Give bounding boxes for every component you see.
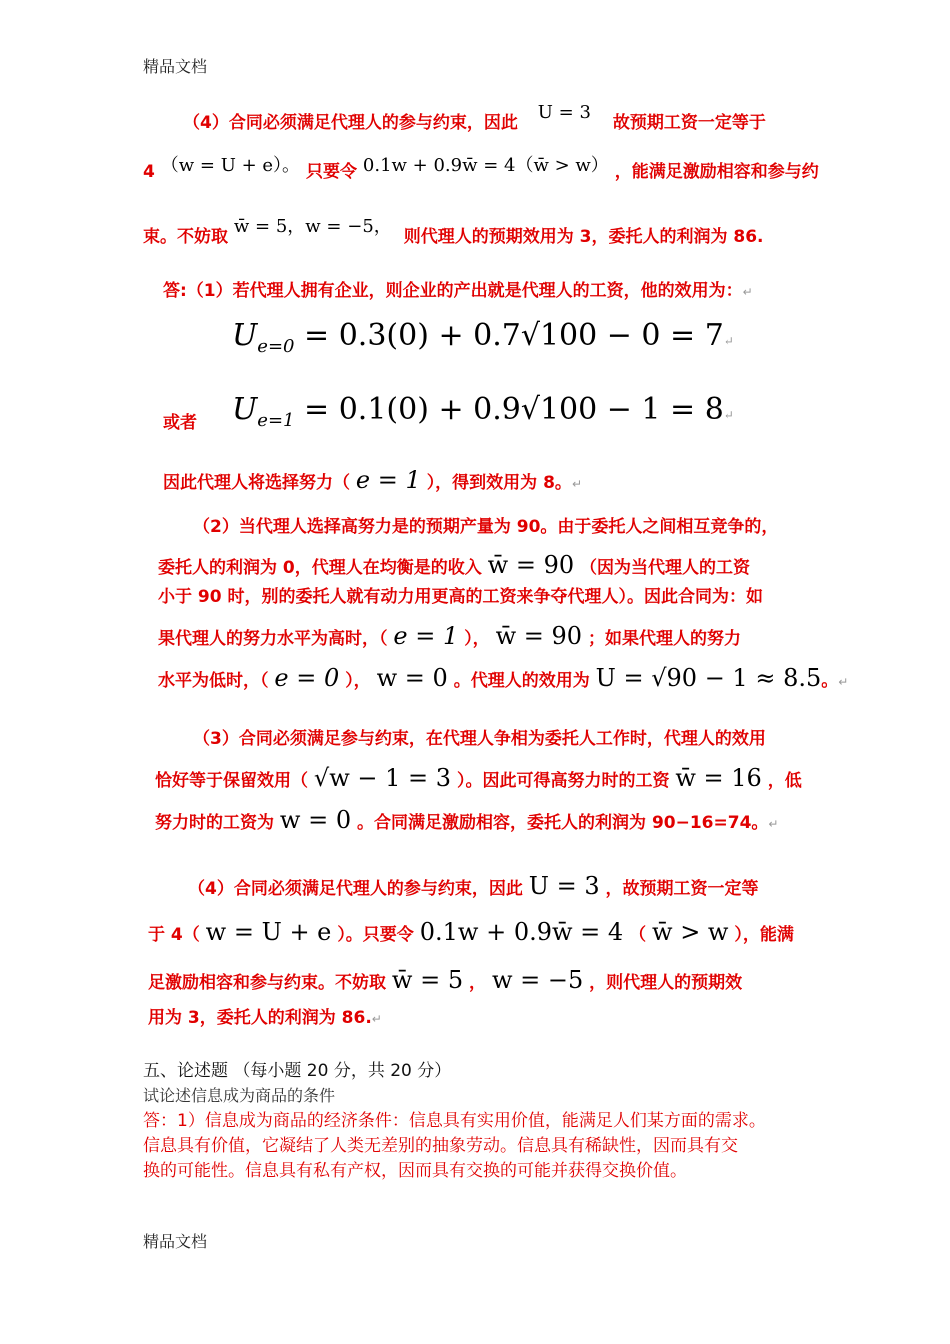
section5-answer-line1: 答：1）信息成为商品的经济条件：信息具有实用价值，能满足人们某方面的需求。 [143,1111,766,1131]
p4-l3-a: 足激励相容和参与约束。不妨取 [148,973,386,993]
p2-l4-b: ）， [464,629,490,649]
block1-eq-wue: （w = U + e）。 [160,155,301,176]
p4-l2-d: ），能满 [734,925,794,945]
block1-eq-expect: 0.1w + 0.9w̄ = 4（w̄ > w） [362,155,609,176]
p4-eq-w5: w̄ = 5 [391,966,464,994]
block1-line3-a: 束。不妨取 [143,227,228,247]
block1-line2-b: 只要令 [305,162,357,182]
p2-line2 [158,551,750,579]
block1-eq-choice: w̄ = 5，w = −5， [233,216,392,237]
p2-l5-b: ）， [345,671,371,691]
p2-l4-a: 果代理人的努力水平为高时，（ [158,629,388,649]
p4-eq-expect: 0.1w + 0.9w̄ = 4 [419,918,624,946]
equation-u-e0: $U_{e=0} = 0.3(0) + 0.7√100 - 0$ = 7↵ [232,318,734,357]
p4-l4-text: 用为 3，委托人的利润为 86. [148,1008,372,1028]
p3-line1: （3）合同必须满足参与约束，在代理人争相为委托人工作时，代理人的效用 [193,729,766,749]
block1-line3 [143,216,764,248]
p4-l1-b: ，故预期工资一定等 [605,879,759,899]
block1-line2-c: ，能满足激励相容和参与约 [614,162,819,182]
eq1-sub: e=0 [257,336,295,357]
choose-line: 因此代理人将选择努力（ e = 1 ），得到效用为 8。↵ [163,466,582,494]
block1-line2 [143,157,819,183]
block1-line3-b: 则代理人的预期效用为 3，委托人的利润为 86. [403,227,764,247]
eq1-rhs: = 0.3(0) + 0.7√100 − 0 = 7 [304,318,724,353]
p4-eq-wue: w = U + e [205,918,332,946]
p2-line4 [158,622,741,650]
choose-b: ），得到效用为 8。 [426,473,572,493]
p2-eq-w90: w̄ = 90 [487,551,575,579]
p4-eq-ineq: w̄ > w [652,918,729,946]
page-header: 精品文档 [143,57,208,76]
p2-l4-c: ；如果代理人的努力 [587,629,741,649]
p2-eq-w0: w = 0 [376,664,448,692]
p3-line3: 努力时的工资为 w = 0 。合同满足激励相容，委托人的利润为 90−16=74。↵ [155,806,779,834]
p2-eq-w90b: w̄ = 90 [495,622,583,650]
section5-answer-line2: 信息具有价值，它凝结了人类无差别的抽象劳动。信息具有稀缺性，因而具有交 [143,1136,738,1156]
choose-eq: e = 1 [355,466,421,494]
p4-l2-b: ）。只要令 [337,925,414,945]
p3-line2 [155,764,802,792]
section5-title: 五、论述题 （每小题 20 分，共 20 分） [143,1061,452,1081]
p4-l3-b: ， [469,973,487,993]
p4-l2-c: （ [629,925,647,945]
p4-l2-a: 于 4（ [148,925,200,945]
block1-line1 [183,102,766,133]
p4-eq-u3: U = 3 [528,872,600,900]
p2-l2-b: （因为当代理人的工资 [580,558,751,578]
p4-line1 [188,872,759,900]
p2-l5-c: 。代理人的效用为 [453,671,590,691]
block1-eq-u3: U = 3 [537,102,591,123]
eq1-u: U [232,318,258,353]
p3-l2-c: ，低 [767,771,802,791]
p2-line5: 水平为低时，（ e = 0 ）， w = 0 。代理人的效用为 U = √90 − 1 ≈ 8.5。↵ [158,664,849,692]
choose-a: 因此代理人将选择努力（ [163,473,350,493]
p3-l3-a: 努力时的工资为 [155,813,274,833]
block1-line1-tail: 故预期工资一定等于 [612,113,766,133]
p2-eq-utility: U = √90 − 1 ≈ 8.5 [595,664,822,692]
eq2-rhs: = 0.1(0) + 0.9√100 − 1 = 8 [304,392,724,427]
or-label: 或者 [163,413,197,433]
p4-line2 [148,918,794,946]
p3-eq-w16: w̄ = 16 [675,764,762,792]
p2-eq-e0: e = 0 [274,664,340,692]
p2-l5-a: 水平为低时，（ [158,671,269,691]
block1-line2-a: 4 [143,162,155,182]
answer-intro: 答:（1）若代理人拥有企业，则企业的产出就是代理人的工资，他的效用为：↵ [163,281,753,301]
section5-answer-line3: 换的可能性。信息具有私有产权，因而具有交换的可能并获得交换价值。 [143,1161,687,1181]
section5-question: 试论述信息成为商品的条件 [143,1086,336,1105]
p2-line1: （2）当代理人选择高努力是的预期产量为 90。由于委托人之间相互竞争的， [193,517,779,537]
p3-eq-w0: w = 0 [279,806,352,834]
p2-eq-e1: e = 1 [393,622,459,650]
p4-l1-a: （4）合同必须满足代理人的参与约束，因此 [188,879,523,899]
eq2-u: U [232,392,258,427]
eq2-sub: e=1 [257,410,295,431]
p4-line3 [148,966,742,994]
p4-line4: 用为 3，委托人的利润为 86.↵ [148,1008,382,1028]
equation-u-e1: $U_{e=1} = 0.1(0) + 0.9√100 - 1$ = 8↵ [232,392,734,431]
p3-l2-b: ）。因此可得高努力时的工资 [456,771,670,791]
p3-l3-b: 。合同满足激励相容，委托人的利润为 90−16=74。 [357,813,769,833]
p2-l5-d: 。 [821,671,839,691]
p2-line3: 小于 90 时，别的委托人就有动力用更高的工资来争夺代理人）。因此合同为：如 [158,587,763,607]
p3-l2-a: 恰好等于保留效用（ [155,771,308,791]
p2-l2-a: 委托人的利润为 0，代理人在均衡是的收入 [158,558,482,578]
answer-intro-text: 答:（1）若代理人拥有企业，则企业的产出就是代理人的工资，他的效用为： [163,281,743,301]
p4-eq-wneg5: w = −5 [491,966,584,994]
p4-l3-c: ，则代理人的预期效 [589,973,743,993]
p3-eq-participation: √w − 1 = 3 [313,764,452,792]
block1-line1-text: （4）合同必须满足代理人的参与约束，因此 [183,113,518,133]
page-footer: 精品文档 [143,1232,208,1251]
